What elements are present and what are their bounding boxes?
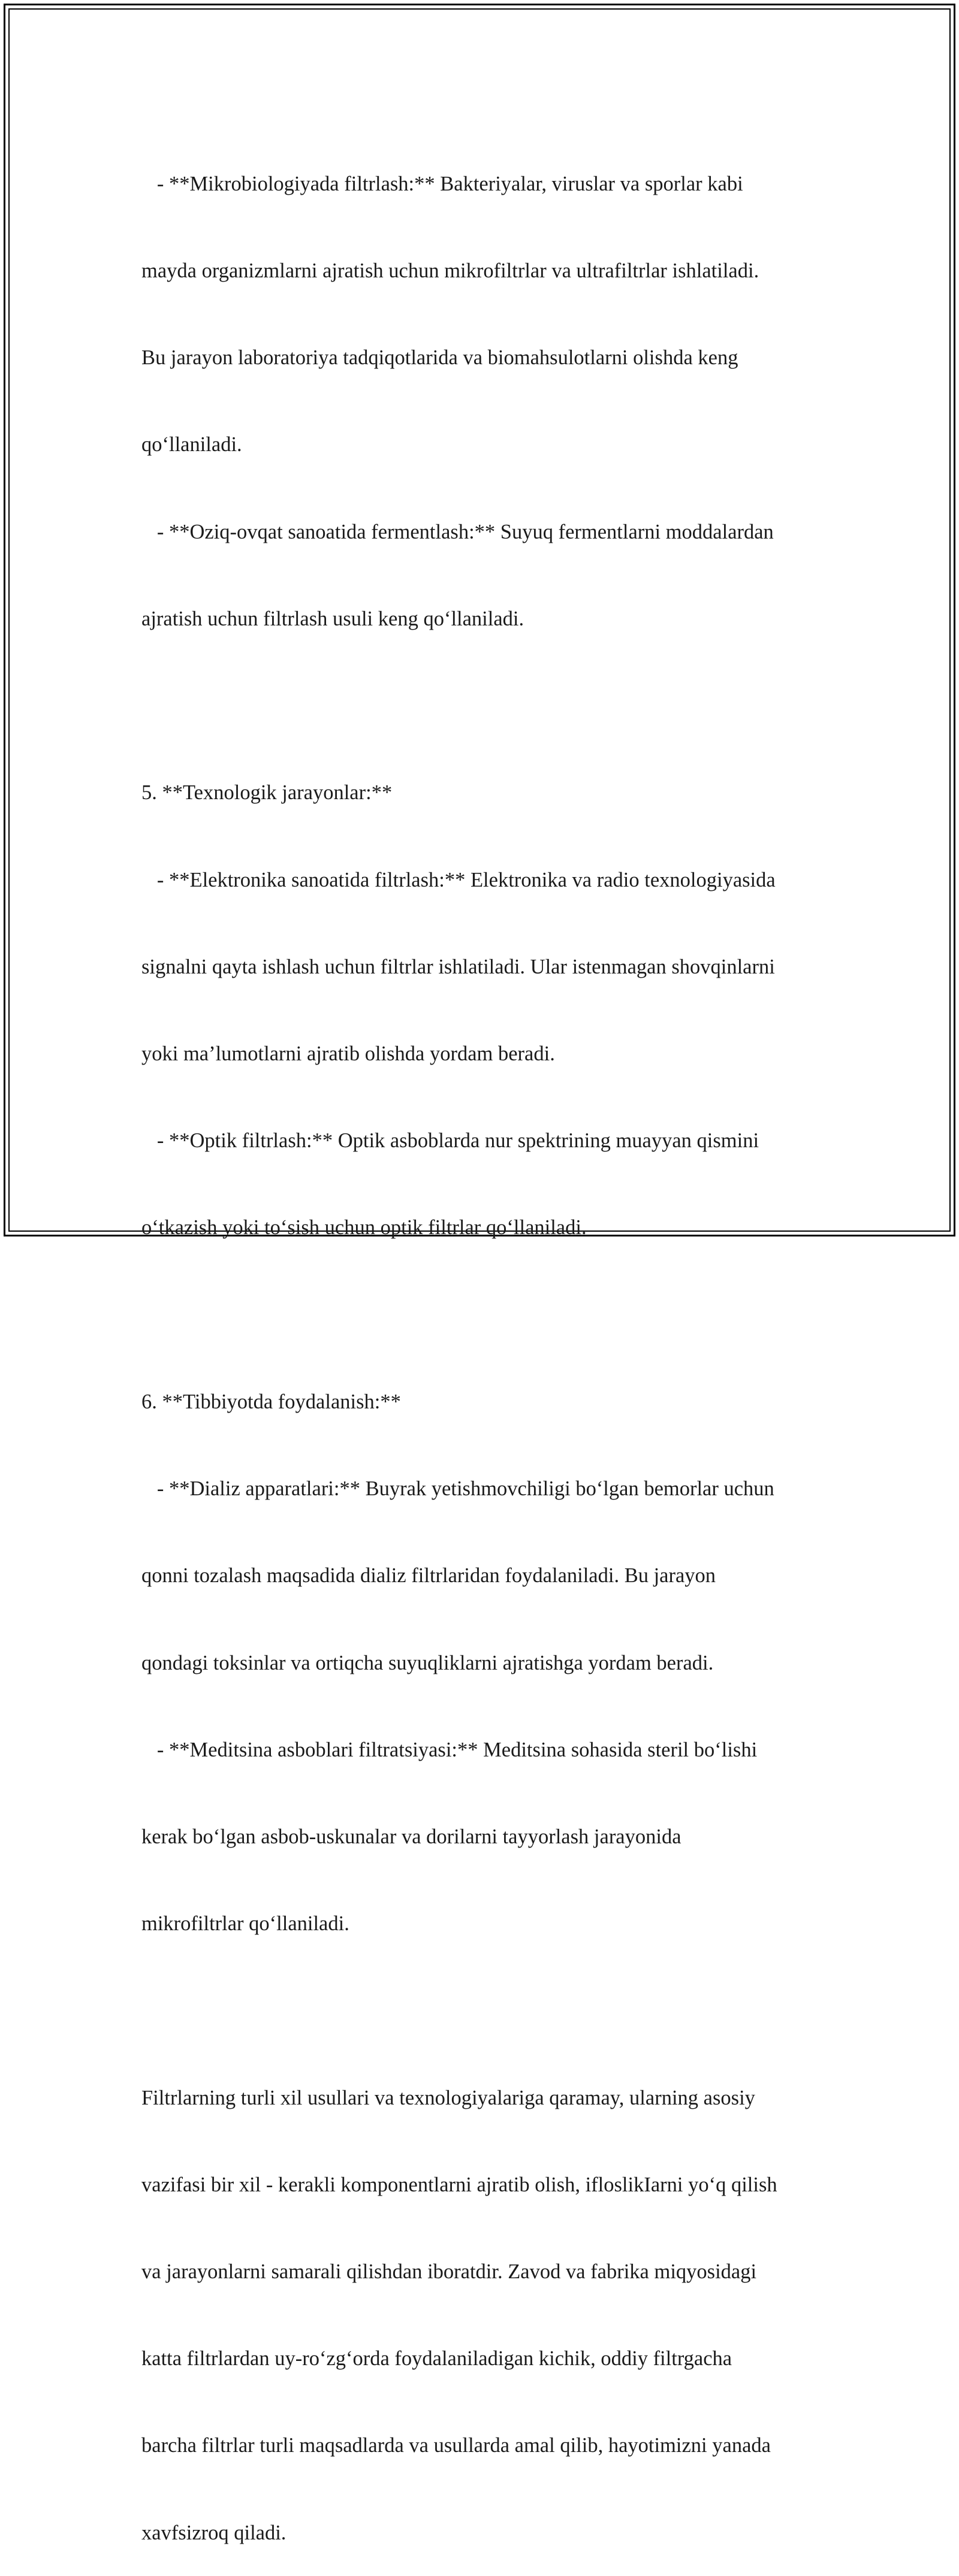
text-line: qo‘llaniladi.: [141, 433, 242, 456]
text-line: barcha filtrlar turli maqsadlarda va usullarda amal qilib, hayotimizni yanada: [141, 2434, 771, 2457]
text-line: qondagi toksinlar va ortiqcha suyuqliklarni ajratishga yordam beradi.: [141, 1651, 714, 1674]
text-line: Bu jarayon laboratoriya tadqiqotlarida va biomahsulotlarni olishda keng: [141, 346, 738, 370]
text-line: Filtrlarning turli xil usullari va texnologiyalariga qaramay, ularning asosiy: [141, 2086, 755, 2109]
text-line: - **Elektronika sanoatida filtrlash:** Elektronika va radio texnologiyasida: [141, 868, 776, 891]
text-line: qonni tozalash maqsadida dializ filtrlaridan foydalaniladi. Bu jarayon: [141, 1564, 716, 1588]
text-line: xavfsizroq qiladi.: [141, 2521, 287, 2544]
blank-line: [141, 691, 837, 720]
text-line: va jarayonlarni samarali qilishdan iboratdir. Zavod va fabrika miqyosidagi: [141, 2260, 757, 2284]
text-line: mikrofiltrlar qo‘llaniladi.: [141, 1912, 349, 1936]
text-line: ajratish uchun filtrlash usuli keng qo‘llaniladi.: [141, 607, 524, 630]
text-line: o‘tkazish yoki to‘sish uchun optik filtrlar qo‘llaniladi.: [141, 1216, 587, 1239]
text-line: kerak bo‘lgan asbob-uskunalar va dorilarni tayyorlash jarayonida: [141, 1825, 681, 1848]
text-line: - **Meditsina asboblari filtratsiyasi:** Meditsina sohasida steril bo‘lishi: [141, 1738, 758, 1761]
section-heading: 6. **Tibbiyotda foydalanish:**: [141, 1390, 401, 1413]
text-line: signalni qayta ishlash uchun filtrlar ishlatiladi. Ular istenmagan shovqinlarni: [141, 955, 775, 978]
text-line: - **Oziq-ovqat sanoatida fermentlash:** Suyuq fermentlarni moddalardan: [141, 520, 774, 543]
text-line: - **Optik filtrlash:** Optik asboblarda nur spektrining muayyan qismini: [141, 1129, 759, 1153]
text-line: yoki ma’lumotlarni ajratib olishda yordam beradi.: [141, 1042, 555, 1065]
text-line: vazifasi bir xil - kerakli komponentlarni ajratib olish, ifloslikIarni yo‘q qilish: [141, 2173, 777, 2196]
blank-line: [141, 1996, 837, 2025]
text-line: katta filtrlardan uy-ro‘zg‘orda foydalaniladigan kichik, oddiy filtrgacha: [141, 2347, 732, 2371]
text-line: - **Dializ apparatlari:** Buyrak yetishmovchiligi bo‘lgan bemorlar uchun: [141, 1477, 774, 1501]
text-line: - **Mikrobiologiyada filtrlash:** Bakteriyalar, viruslar va sporlar kabi: [141, 172, 743, 195]
document-body: [141, 111, 837, 2576]
blank-line: [141, 1301, 837, 1329]
text-line: mayda organizmlarni ajratish uchun mikrofiltrlar va ultrafiltrlar ishlatiladi.: [141, 259, 759, 283]
section-heading: 5. **Texnologik jarayonlar:**: [141, 781, 393, 805]
